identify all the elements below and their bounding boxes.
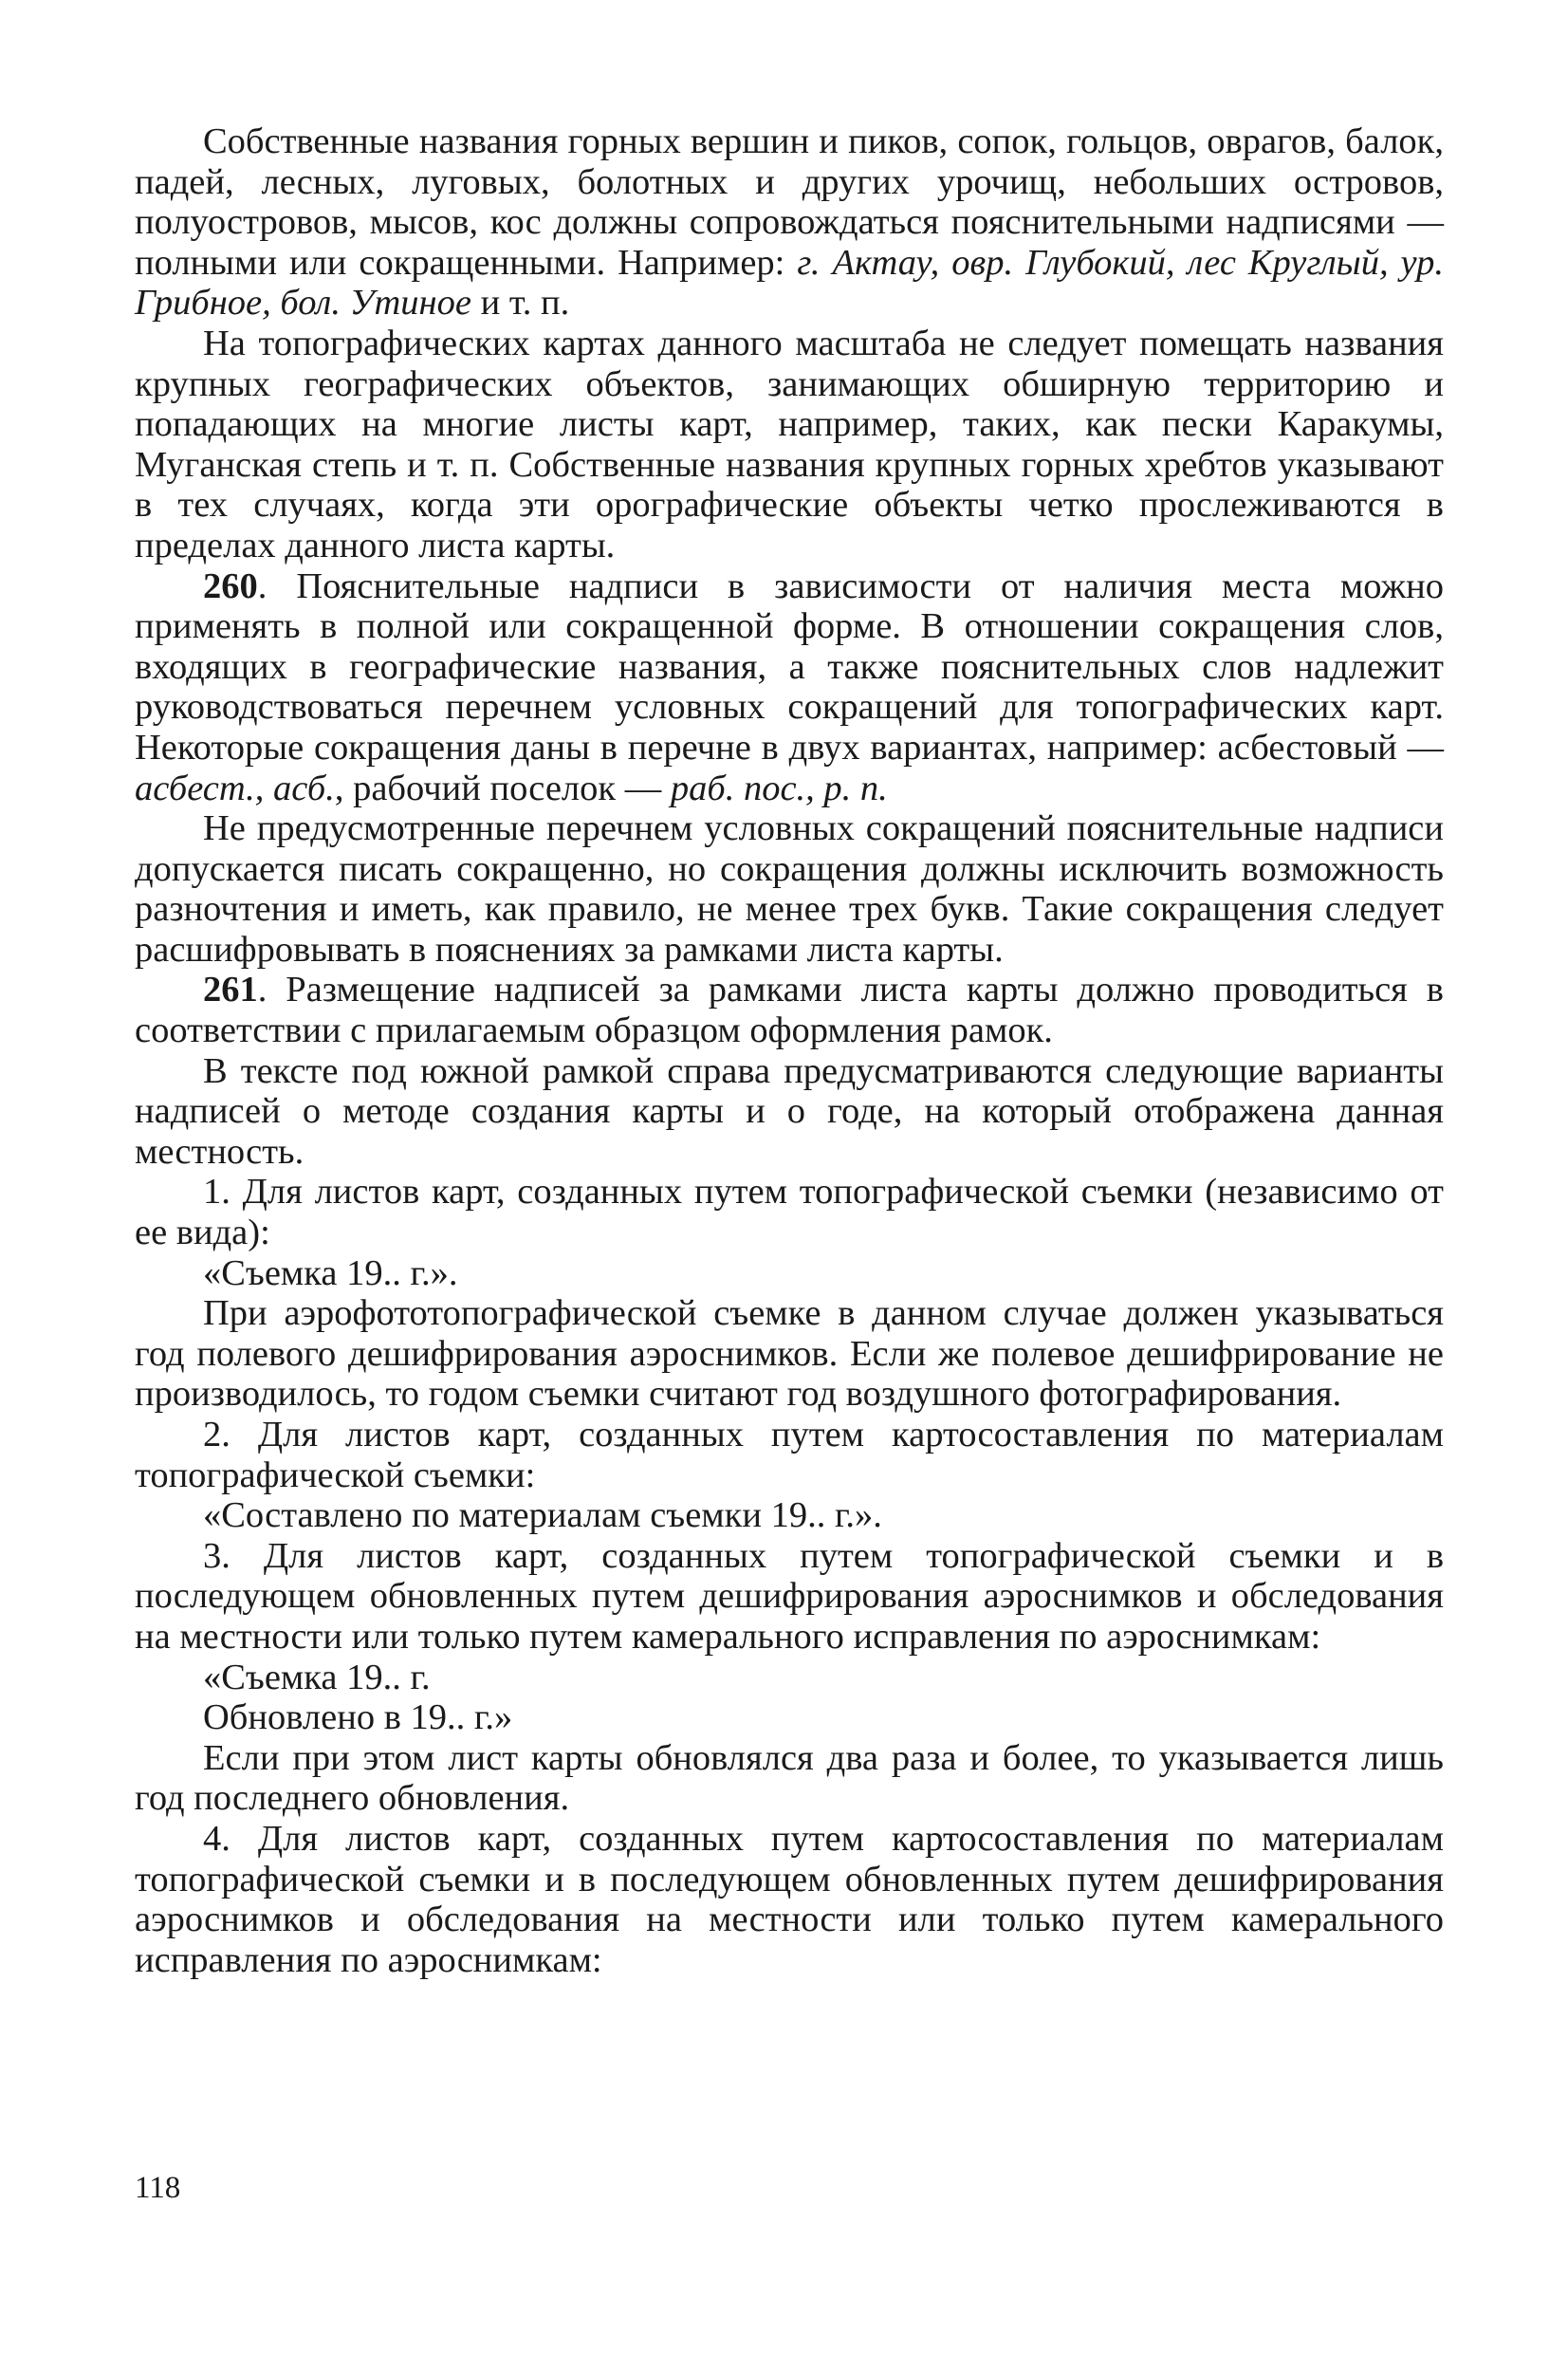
paragraph-large-objects: На топографических картах данного масштаба не следует помещать названия крупных географических объектов, занимающих обширную территорию и попадающих на многие листы карт, например, таких, как пески Каракумы, Муганская степь и т. п. Собственные названия крупных горных хребтов указывают в тех случаях, когда эти орографические объекты четко прослеживаются в пределах данного листа карты. [135, 323, 1444, 565]
list-item-2: 2. Для листов карт, созданных путем картосоставления по материалам топографической съемки: [135, 1415, 1444, 1495]
section-number: 261 [203, 970, 258, 1010]
paragraph-text: . Размещение надписей за рамками листа карты должно проводиться в соответствии с прилагаемым образцом оформления рамок. [135, 970, 1444, 1051]
paragraph-text: и т. п. [470, 283, 570, 324]
list-item-4: 4. Для листов карт, созданных путем картосоставления по материалам топографической съемки и в последующем обновленных путем дешифрирования аэроснимков и обследования на местности или только путем камерального исправления по аэроснимкам: [135, 1818, 1444, 1980]
inscription-example-3b: Обновлено в 19.. г.» [203, 1697, 513, 1738]
page-body [135, 121, 1444, 1980]
paragraph-261 [135, 970, 1444, 1050]
section-number: 260 [203, 565, 258, 606]
paragraph-south-frame: В тексте под южной рамкой справа предусматриваются следующие варианты надписей о методе создания карты и о годе, на который отображена данная местность. [135, 1050, 1444, 1172]
inscription-example-3a: «Съемка 19.. г. [203, 1657, 431, 1697]
paragraph-multiple-updates: Если при этом лист карты обновлялся два раза и более, то указывается лишь год последнего обновления. [135, 1737, 1444, 1819]
example-names: г. Актау, овр. Глубокий, лес Круглый, ур. Грибное, бол. Утиное [135, 242, 1445, 324]
paragraph-aerial-survey: При аэрофототопографической съемке в данном случае должен указываться год полевого дешифрирования аэроснимков. Если же полевое дешифрирование не производилось, то годом съемки считают год воздушного фотографирования. [135, 1293, 1444, 1415]
abbreviation-example: асбест., асб. [135, 768, 335, 808]
inscription-example-2: «Составлено по материалам съемки 19.. г.». [203, 1495, 882, 1536]
list-item-1: 1. Для листов карт, созданных путем топографической съемки (независимо от ее вида): [135, 1172, 1444, 1253]
abbreviation-example: раб. пос., р. п. [670, 768, 888, 808]
paragraph-text: . Пояснительные надписи в зависимости от наличия места можно применять в полной или сокращенной форме. В отношении сокращения слов, входящих в географические названия, а также пояснительных слов надлежит руководствоваться перечнем условных сокращений для топографических карт. Некоторые сокращения даны в перечне в двух вариантах, например: асбестовый — [135, 565, 1444, 768]
paragraph-unlisted-abbreviations: Не предусмотренные перечнем условных сокращений пояснительные надписи допускается писать сокращенно, но сокращения должны исключить возможность разночтения и иметь, как правило, не менее трех букв. Такие сокращения следует расшифровывать в пояснениях за рамками листа карты. [135, 808, 1444, 970]
paragraph-text: Собственные названия горных вершин и пиков, сопок, гольцов, оврагов, балок, падей, лесных, луговых, болотных и других урочищ, небольших островов, полуостровов, мысов, кос должны сопровождаться пояснительными надписями — полными или сокращенными. Например: [135, 121, 1444, 283]
inscription-example-1: «Съемка 19.. г.». [203, 1252, 458, 1293]
paragraph-proper-names [135, 121, 1444, 324]
paragraph-text: , рабочий поселок — [334, 768, 671, 808]
paragraph-260 [135, 566, 1444, 809]
page-number: 118 [135, 2171, 181, 2205]
list-item-3: 3. Для листов карт, созданных путем топографической съемки и в последующем обновленных путем дешифрирования аэроснимков и обследования на местности или только путем камерального исправления по аэроснимкам: [135, 1535, 1444, 1657]
